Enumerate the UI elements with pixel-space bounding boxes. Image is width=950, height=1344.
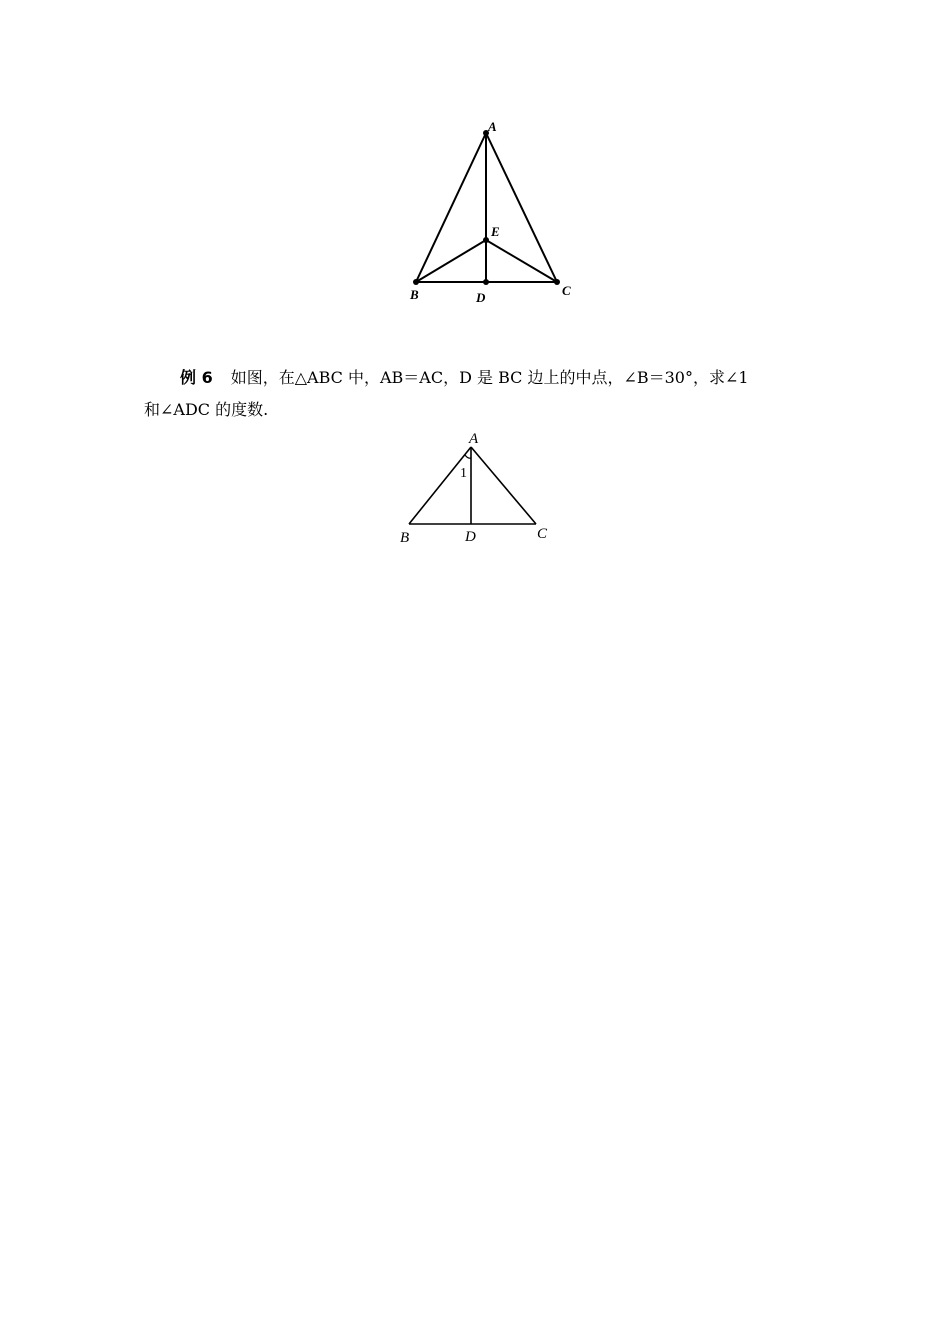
example-number: 例 6: [180, 368, 213, 387]
point-c: [554, 279, 560, 285]
label-e: E: [491, 224, 500, 239]
label-b: B: [400, 530, 410, 546]
figure-1-triangle-abc-with-point-e: [409, 119, 571, 305]
problem-line-2: 和∠ADC 的度数.: [144, 400, 269, 419]
label-a: A: [469, 431, 479, 447]
point-e: [483, 237, 489, 243]
label-d: D: [465, 529, 476, 545]
segment-ac: [486, 133, 557, 282]
problem-text-1: 如图，在△ABC 中，AB＝AC，D 是 BC 边上的中点，∠B＝30°，求∠1: [230, 368, 749, 387]
label-a: A: [488, 119, 497, 134]
figure-2-triangle-abc-with-median: [400, 431, 548, 546]
angle-1-arc: [465, 455, 471, 458]
label-b: B: [410, 287, 419, 302]
angle-1-label: 1: [460, 466, 467, 481]
geometry-figures: [0, 0, 950, 600]
point-d: [483, 279, 489, 285]
label-c: C: [537, 526, 548, 542]
segment-ab: [416, 133, 486, 282]
segment-ac: [471, 447, 536, 524]
label-d: D: [476, 290, 486, 305]
problem-line-1: [144, 362, 814, 394]
segment-ab: [409, 447, 471, 524]
label-c: C: [562, 283, 571, 298]
problem-statement: [144, 362, 814, 426]
point-b: [413, 279, 419, 285]
